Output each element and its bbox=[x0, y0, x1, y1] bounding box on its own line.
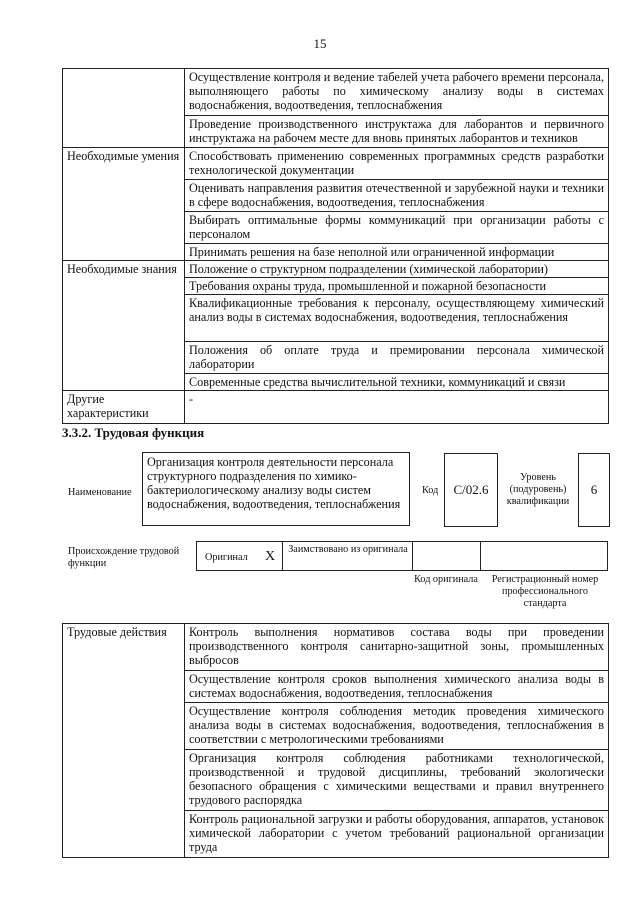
origin-label: Происхождение трудовой функции bbox=[68, 546, 180, 569]
row-label bbox=[63, 69, 185, 148]
row-label: Другие характеристики bbox=[63, 391, 185, 424]
original-label: Оригинал bbox=[205, 552, 248, 563]
list-item: Положение о структурном подразделении (химической лаборатории) bbox=[185, 261, 609, 278]
list-item: Проведение производственного инструктажа для лаборантов и первичного инструктажа на рабочем месте для вновь принятых лаборантов и техников bbox=[185, 116, 609, 148]
list-item: Контроль рациональной загрузки и работы оборудования, аппаратов, установок химической лаборатории с учетом требований рациональной организации труда bbox=[185, 811, 609, 858]
table-row bbox=[63, 391, 609, 424]
list-item: Способствовать применению современных программных средств разработки технологической документации bbox=[185, 148, 609, 180]
row-label: Необходимые знания bbox=[63, 261, 185, 391]
page-number: 15 bbox=[313, 36, 327, 51]
list-item: Квалификационные требования к персоналу, осуществляющему химический анализ воды в системах водоснабжения, водоотведения, теплоснабжения bbox=[185, 295, 609, 342]
table-row bbox=[63, 148, 609, 180]
list-item: Осуществление контроля и ведение табелей учета рабочего времени персонала, выполняющего работы по химическому анализу воды в системах водоснабжения, водоотведения, теплоснабжения bbox=[185, 69, 609, 116]
section-title: 3.3.2. Трудовая функция bbox=[62, 425, 205, 440]
list-item: Требования охраны труда, промышленной и пожарной безопасности bbox=[185, 278, 609, 295]
divider bbox=[412, 541, 413, 571]
requirements-table bbox=[62, 68, 609, 424]
list-item: Выбирать оптимальные формы коммуникаций при организации работы с персоналом bbox=[185, 212, 609, 244]
table-row bbox=[63, 624, 609, 671]
level-value: 6 bbox=[578, 453, 610, 527]
borrowed-label: Заимствовано из оригинала bbox=[288, 544, 408, 555]
list-item: - bbox=[185, 391, 609, 424]
table-row bbox=[63, 261, 609, 278]
row-label: Необходимые умения bbox=[63, 148, 185, 261]
list-item: Принимать решения на базе неполной или ограниченной информации bbox=[185, 244, 609, 261]
function-code: C/02.6 bbox=[444, 453, 498, 527]
list-item: Осуществление контроля сроков выполнения химического анализа воды в системах водоснабжения, водоотведения, теплоснабжения bbox=[185, 671, 609, 703]
code-caption: Код оригинала bbox=[414, 574, 478, 585]
level-label: Уровень (подуровень) квалификации bbox=[506, 472, 570, 507]
list-item: Оценивать направления развития отечественной и зарубежной науки и техники в сфере водоснабжения, водоотведения, теплоснабжения bbox=[185, 180, 609, 212]
list-item: Осуществление контроля соблюдения методик проведения химического анализа воды в системах водоснабжения, водоотведения, теплоснабжения в соответствии с метрологическими требованиями bbox=[185, 703, 609, 750]
table-row bbox=[63, 69, 609, 116]
list-item: Контроль выполнения нормативов состава воды при проведении производственного контроля санитарно-защитной зоны, промышленных выбросов bbox=[185, 624, 609, 671]
name-label: Наименование bbox=[68, 487, 132, 498]
divider bbox=[282, 541, 283, 571]
original-mark: X bbox=[265, 549, 276, 564]
divider bbox=[480, 541, 481, 571]
list-item: Современные средства вычислительной техники, коммуникаций и связи bbox=[185, 374, 609, 391]
reg-number-caption: Регистрационный номер профессионального стандарта bbox=[491, 574, 599, 609]
code-label: Код bbox=[422, 485, 439, 496]
row-label: Трудовые действия bbox=[63, 624, 185, 858]
list-item: Положения об оплате труда и премировании персонала химической лаборатории bbox=[185, 342, 609, 374]
function-name: Организация контроля деятельности персонала структурного подразделения по химико-бактериологическому анализу воды систем водоснабжения, водоотведения, теплоснабжения bbox=[142, 452, 410, 526]
actions-table bbox=[62, 623, 609, 858]
list-item: Организация контроля соблюдения работниками технологической, производственной и трудовой дисциплины, требований экологически безопасного обращения с химическими веществами и правил внутреннего трудового распорядка bbox=[185, 750, 609, 811]
